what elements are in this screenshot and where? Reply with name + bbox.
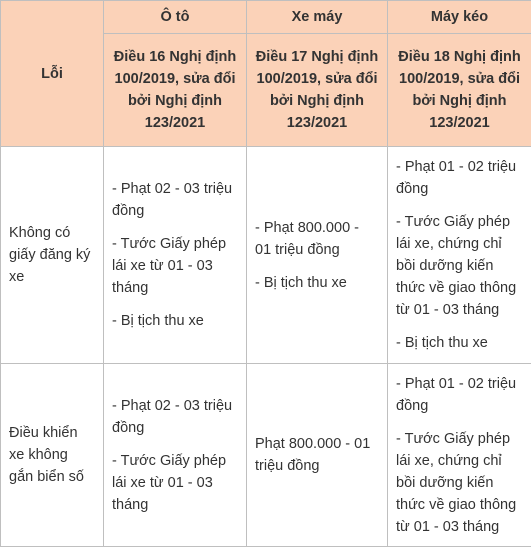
penalty-cell-motorbike <box>247 147 388 364</box>
table-row <box>1 364 531 547</box>
penalty-item: - Phạt 01 - 02 triệu đồng <box>396 156 523 200</box>
penalty-item: - Tước Giấy phép lái xe từ 01 - 03 tháng <box>112 450 238 516</box>
penalty-cell-tractor <box>388 364 531 547</box>
penalty-item: - Phạt 800.000 - 01 triệu đồng <box>255 217 379 261</box>
header-row-vehicles <box>1 1 531 34</box>
fault-cell: Không có giấy đăng ký xe <box>1 147 104 364</box>
penalty-item: - Phạt 02 - 03 triệu đồng <box>112 395 238 439</box>
penalty-item: - Tước Giấy phép lái xe, chứng chỉ bồi dưỡng kiến thức về giao thông từ 01 - 03 tháng <box>396 428 523 538</box>
vehicle-header-car: Ô tô <box>104 1 247 34</box>
penalty-cell-car <box>104 147 247 364</box>
vehicle-header-tractor: Máy kéo <box>388 1 531 34</box>
penalty-item: - Tước Giấy phép lái xe từ 01 - 03 tháng <box>112 233 238 299</box>
rule-header-motorbike: Điều 17 Nghị định 100/2019, sửa đổi bởi Nghị định 123/2021 <box>247 34 388 147</box>
penalty-item: - Phạt 01 - 02 triệu đồng <box>396 373 523 417</box>
penalty-item: - Bị tịch thu xe <box>112 310 238 332</box>
table-header <box>1 1 531 147</box>
penalty-item: - Bị tịch thu xe <box>255 272 379 294</box>
penalty-item: - Tước Giấy phép lái xe, chứng chỉ bồi dưỡng kiến thức về giao thông từ 01 - 03 tháng <box>396 211 523 321</box>
table-row <box>1 147 531 364</box>
penalty-item: - Phạt 02 - 03 triệu đồng <box>112 178 238 222</box>
rule-header-car: Điều 16 Nghị định 100/2019, sửa đổi bởi Nghị định 123/2021 <box>104 34 247 147</box>
fault-cell: Điều khiển xe không gắn biển số <box>1 364 104 547</box>
penalty-cell-car <box>104 364 247 547</box>
fault-column-header: Lỗi <box>1 1 104 147</box>
penalty-cell-motorbike <box>247 364 388 547</box>
penalty-cell-tractor <box>388 147 531 364</box>
vehicle-header-motorbike: Xe máy <box>247 1 388 34</box>
penalty-item: Phạt 800.000 - 01 triệu đồng <box>255 433 379 477</box>
penalty-item: - Bị tịch thu xe <box>396 332 523 354</box>
rule-header-tractor: Điều 18 Nghị định 100/2019, sửa đổi bởi Nghị định 123/2021 <box>388 34 531 147</box>
